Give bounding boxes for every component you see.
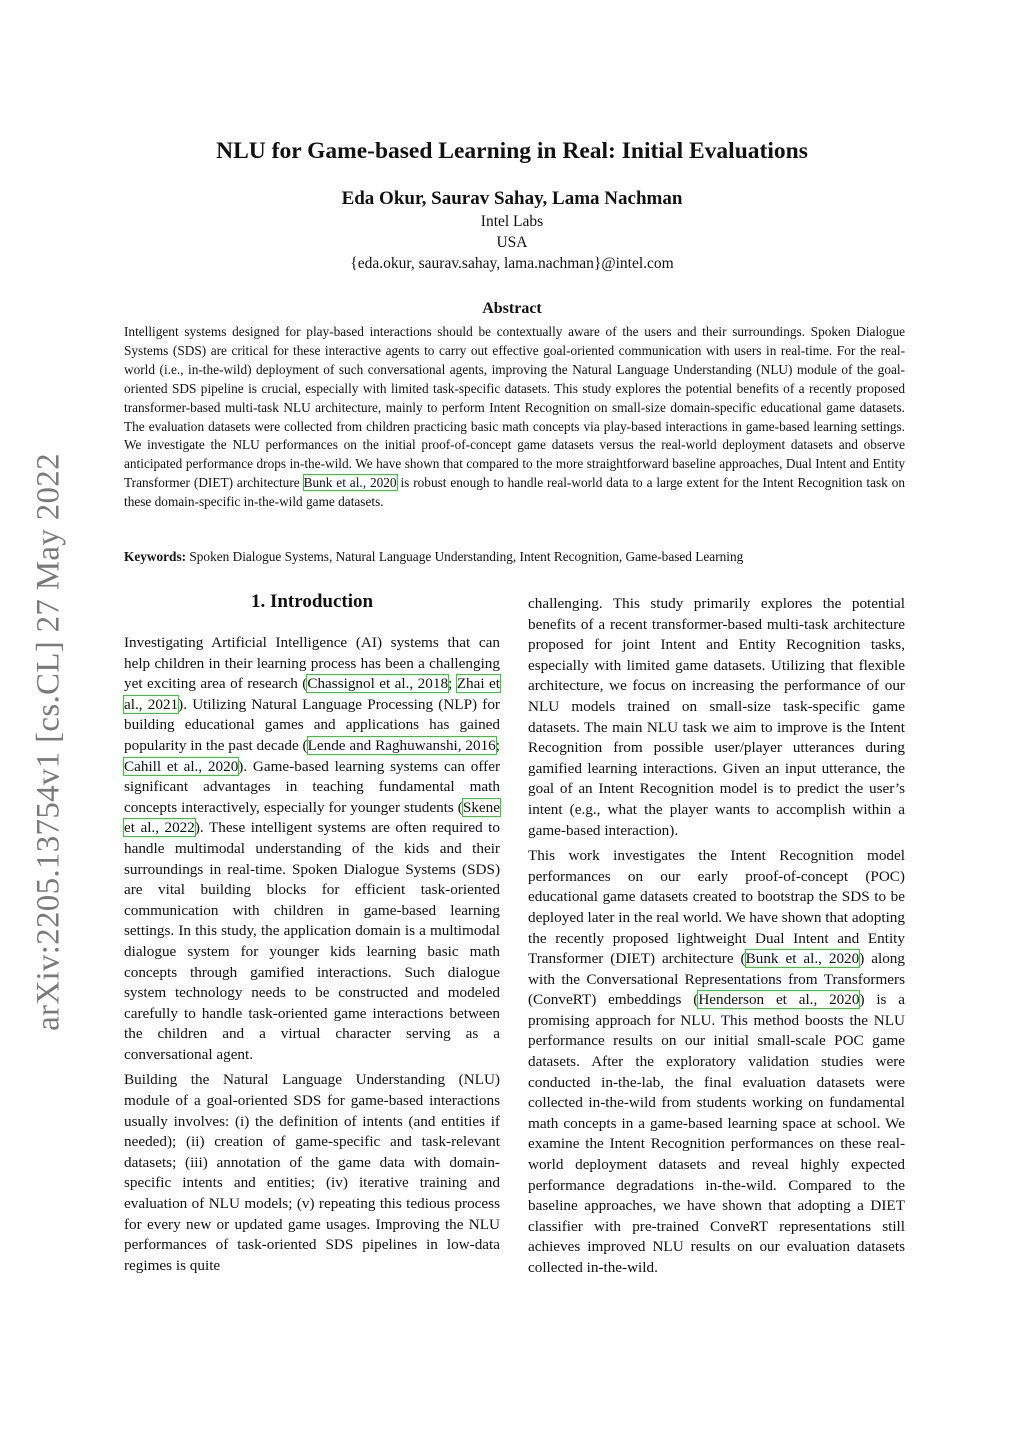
left-column: [124, 633, 500, 1281]
paragraph: challenging. This study primarily explores the potential benefits of a recent transformer-based multi-task architecture proposed for joint Intent and Entity Recognition tasks, especially with limited game datasets. Utilizing that flexible architecture, we focus on increasing the performance of our NLU models trained on small-size task-specific game datasets. The main NLU task we aim to improve is the Intent Recognition from possible user/player utterances during gamified learning interactions. Given an input utterance, the goal of an Intent Recognition model is to predict the user’s intent (e.g., what the player wants to accomplish within a game-based interaction).: [528, 595, 905, 839]
country: USA: [496, 234, 528, 251]
body-text: ;: [495, 736, 500, 754]
abstract-body: [124, 323, 905, 512]
paragraph: [528, 846, 905, 1278]
paragraph: Building the Natural Language Understanding (NLU) module of a goal-oriented SDS for game-based interactions usually involves: (i) the definition of intents (and entities if needed); (ii) creation of game-specific and task-relevant datasets; (iii) annotation of the game data with domain-specific intents and entities; (iv) iterative training and evaluation of NLU models; (v) repeating this tedious process for every new or updated game usages. Improving the NLU performances of task-oriented SDS pipelines in low-data regimes is quite: [124, 1071, 500, 1274]
keywords-label: Keywords:: [124, 549, 187, 564]
abstract-text: Intelligent systems designed for play-based interactions should be contextually aware of the users and their surroundings. Spoken Dialogue Systems (SDS) are critical for these interactive agents to carry out effective goal-oriented communication with users in real-time. For the real-world (i.e., in-the-wild) deployment of such conversational agents, improving the Natural Language Understanding (NLU) module of the goal-oriented SDS pipeline is crucial, especially with limited task-specific datasets. This study explores the potential benefits of a recently proposed transformer-based multi-task NLU architecture, mainly to perform Intent Recognition on small-size domain-specific educational game datasets. The evaluation datasets were collected from children practicing basic math concepts via play-based interactions in game-based learning settings. We investigate the NLU performances on the initial proof-of-concept game datasets versus the real-world deployment datasets and observe anticipated performance drops in-the-wild. We have shown that compared to the more straightforward baseline approaches, Dual Intent and Entity Transformer (DIET) architecture: [124, 324, 905, 491]
citation-link[interactable]: Chassignol et al., 2018: [307, 675, 449, 693]
citation-link[interactable]: Zhai et al., 2021: [124, 675, 500, 713]
citation-link[interactable]: Skene et al., 2022: [124, 798, 500, 837]
citation-link[interactable]: Henderson et al., 2020: [698, 991, 860, 1009]
citation-link[interactable]: Bunk et al., 2020: [303, 475, 397, 491]
paragraph: [124, 633, 500, 1065]
abstract-heading: Abstract: [482, 300, 542, 317]
body-text: ). These intelligent systems are often required to handle multimodal understanding of the kids and their surroundings in real-time. Spoken Dialogue Systems (SDS) are vital building blocks for efficient task-oriented communication with children in game-based learning settings. In this study, the application domain is a multimodal dialogue system for younger kids learning basic math concepts through gamified interactions. Such dialogue system technology needs to be constructed and modeled carefully to handle task-oriented game interactions between the children and a virtual character serving as a conversational agent.: [124, 819, 500, 1063]
body-text: ). Game-based learning systems can offer significant advantages in teaching fundamental math concepts interactively, especially for younger students (: [124, 757, 501, 816]
keywords: [124, 548, 905, 566]
author-list: Eda Okur, Saurav Sahay, Lama Nachman: [341, 188, 683, 209]
paper-title: NLU for Game-based Learning in Real: Initial Evaluations: [216, 138, 808, 164]
abstract-text: is robust enough to handle real-world data to a large extent for the Intent Recognition task on these domain-specific in-the-wild game datasets.: [124, 475, 905, 510]
citation-link[interactable]: Cahill et al., 2020: [124, 757, 239, 775]
citation-link[interactable]: Bunk et al., 2020: [745, 950, 860, 968]
body-text: ). Utilizing Natural Language Processing (NLP) for building educational games and applications has gained popularity in the past decade (: [124, 695, 500, 754]
body-text: ;: [448, 675, 457, 693]
section-heading-introduction: 1. Introduction: [250, 591, 374, 612]
arxiv-identifier: arXiv:2205.13754v1 [cs.CL] 27 May 2022: [30, 453, 67, 1031]
keywords-text: Spoken Dialogue Systems, Natural Language Understanding, Intent Recognition, Game-based Learning: [189, 549, 744, 564]
author-emails: {eda.okur, saurav.sahay, lama.nachman}@intel.com: [350, 255, 674, 272]
body-text: ) is a promising approach for NLU. This method boosts the NLU performance results on our initial small-scale POC game datasets. After the exploratory validation studies were conducted in-the-lab, the final evaluation datasets were collected in-the-wild from students working on fundamental math concepts in a game-based learning space at school. We examine the Intent Recognition performances on these real-world deployment datasets and reveal highly expected performance degradations in-the-wild. Compared to the baseline approaches, we have shown that adopting a DIET classifier with pre-trained ConveRT representations still achieves improved NLU results on our evaluation datasets collected in-the-wild.: [528, 991, 905, 1276]
body-text: Investigating Artificial Intelligence (AI) systems that can help children in their learning process has been a challenging yet exciting area of research (: [124, 634, 500, 693]
citation-link[interactable]: Lende and Raghuwanshi, 2016: [307, 736, 496, 754]
right-column: [528, 594, 905, 1284]
body-text: ) along with the Conversational Representations from Transformers (ConveRT) embeddings (: [528, 950, 905, 1009]
body-text: This work investigates the Intent Recognition model performances on our early proof-of-concept (POC) educational game datasets created to bootstrap the SDS to be deployed later in the real world. We have shown that adopting the recently proposed lightweight Dual Intent and Entity Transformer (DIET) architecture (: [528, 847, 905, 968]
affiliation: Intel Labs: [480, 213, 544, 230]
